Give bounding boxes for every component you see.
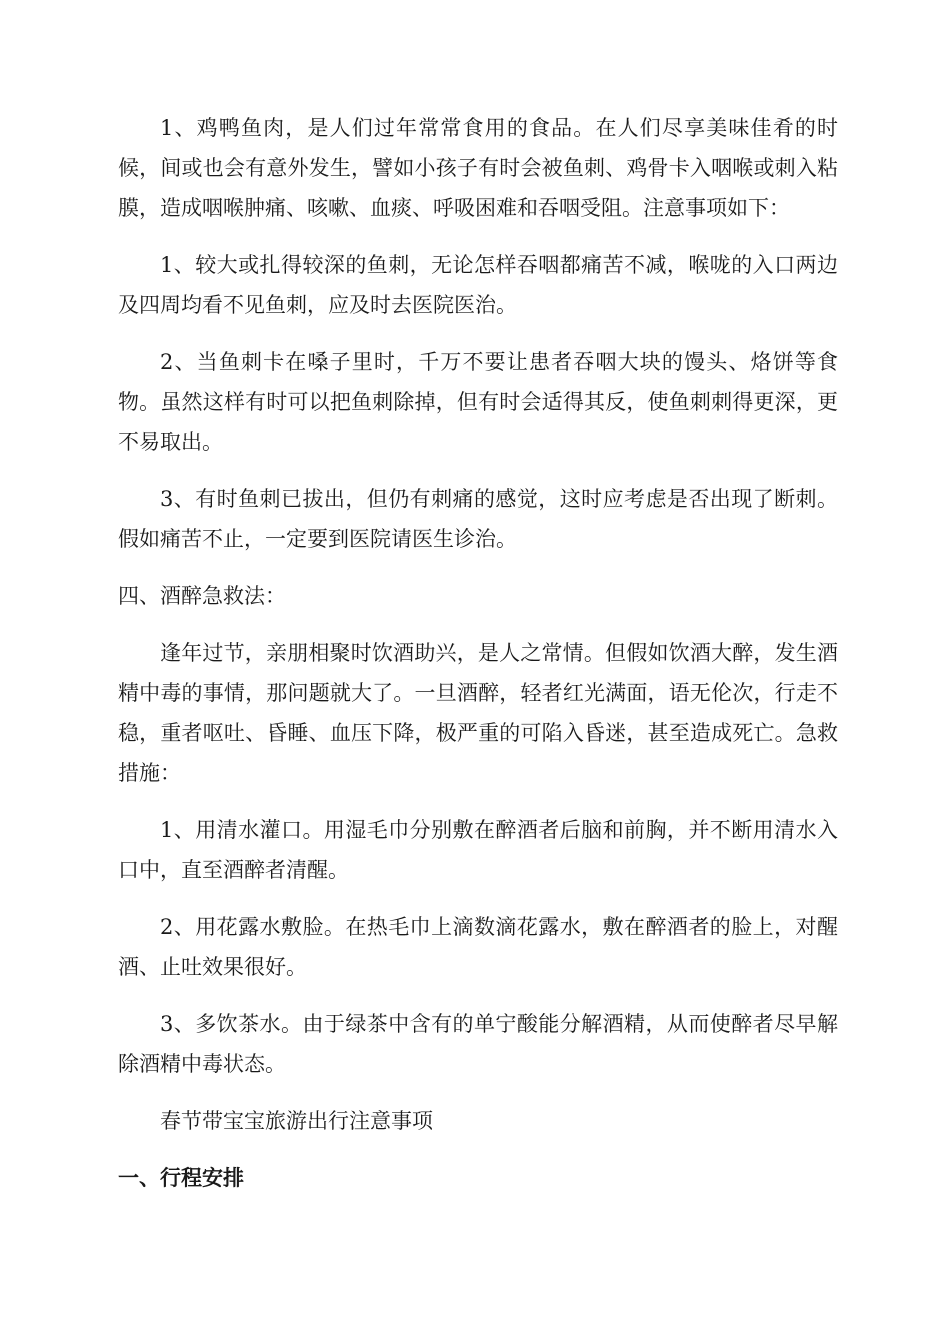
paragraph-fishbone-item-1: 1、较大或扎得较深的鱼刺，无论怎样吞咽都痛苦不减，喉咙的入口两边及四周均看不见鱼刺，应及时去医院医治。 [118,253,838,317]
paragraph-drunk-item-2: 2、用花露水敷脸。在热毛巾上滴数滴花露水，敷在醉酒者的脸上，对醒酒、止吐效果很好。 [118,915,838,979]
section-heading-drunk-firstaid: 四、酒醉急救法： [118,584,286,608]
section-heading-itinerary: 一、行程安排 [118,1166,244,1190]
paragraph-fishbone-intro: 1、鸡鸭鱼肉，是人们过年常常食用的食品。在人们尽享美味佳肴的时候，间或也会有意外发生，譬如小孩子有时会被鱼刺、鸡骨卡入咽喉或刺入粘膜，造成咽喉肿痛、咳嗽、血痰、呼吸困难和吞咽受阻。注意事项如下： [118,116,838,220]
document-body [118,108,838,1198]
paragraph-drunk-intro: 逢年过节，亲朋相聚时饮酒助兴，是人之常情。但假如饮酒大醉，发生酒精中毒的事情，那问题就大了。一旦酒醉，轻者红光满面，语无伦次，行走不稳，重者呕吐、昏睡、血压下降，极严重的可陷入昏迷，甚至造成死亡。急救措施： [118,641,838,785]
paragraph-drunk-item-1: 1、用清水灌口。用湿毛巾分别敷在醉酒者后脑和前胸，并不断用清水入口中，直至酒醉者清醒。 [118,818,838,882]
paragraph-fishbone-item-2: 2、当鱼刺卡在嗓子里时，千万不要让患者吞咽大块的馒头、烙饼等食物。虽然这样有时可以把鱼刺除掉，但有时会适得其反，使鱼刺刺得更深，更不易取出。 [118,350,838,454]
paragraph-fishbone-item-3: 3、有时鱼刺已拔出，但仍有刺痛的感觉，这时应考虑是否出现了断刺。假如痛苦不止，一定要到医院请医生诊治。 [118,487,838,551]
paragraph-drunk-item-3: 3、多饮茶水。由于绿茶中含有的单宁酸能分解酒精，从而使醉者尽早解除酒精中毒状态。 [118,1012,838,1076]
article-title-baby-travel: 春节带宝宝旅游出行注意事项 [160,1109,433,1133]
